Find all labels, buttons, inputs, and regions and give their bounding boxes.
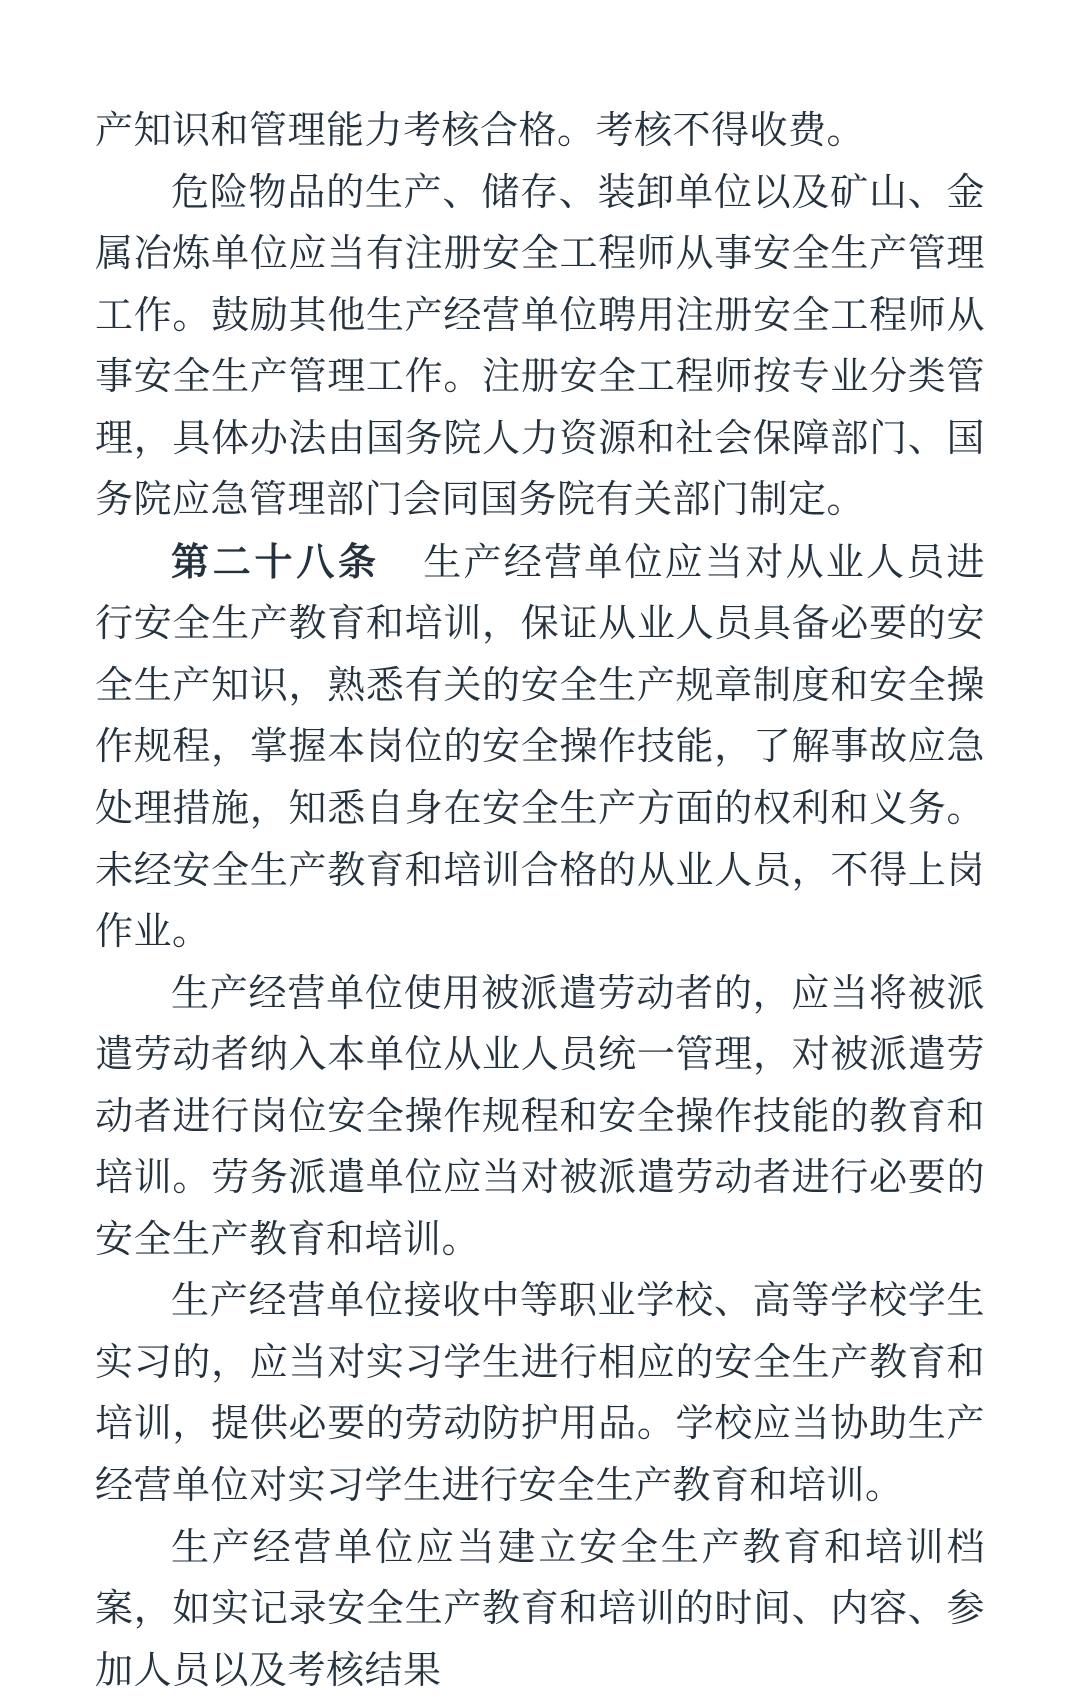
document-body: [95, 100, 985, 1701]
paragraph-text: 生产经营单位使用被派遣劳动者的，应当将被派遣劳动者纳入本单位从业人员统一管理，对被派遣劳动者进行岗位安全操作规程和安全操作技能的教育和培训。劳务派遣单位应当对被派遣劳动者进行必要的安全生产教育和培训。: [95, 970, 985, 1261]
article-number-label: 第二十八条: [171, 538, 380, 584]
paragraph-registered-engineer: [95, 162, 985, 531]
paragraph-text: 危险物品的生产、储存、装卸单位以及矿山、金属冶炼单位应当有注册安全工程师从事安全生产管理工作。鼓励其他生产经营单位聘用注册安全工程师从事安全生产管理工作。注册安全工程师按专业分类管理，具体办法由国务院人力资源和社会保障部门、国务院应急管理部门会同国务院有关部门制定。: [95, 169, 985, 522]
paragraph-text: 产知识和管理能力考核合格。考核不得收费。: [95, 108, 866, 152]
paragraph-dispatched-workers: [95, 963, 985, 1271]
paragraph-text: 生产经营单位应当建立安全生产教育和培训档案，如实记录安全生产教育和培训的时间、内容、参加人员以及考核结果: [95, 1524, 985, 1692]
paragraph-article-28: [95, 531, 985, 963]
paragraph-training-records: [95, 1517, 985, 1701]
paragraph-continuation: [95, 100, 985, 162]
paragraph-text: 生产经营单位接收中等职业学校、高等学校学生实习的，应当对实习学生进行相应的安全生产教育和培训，提供必要的劳动防护用品。学校应当协助生产经营单位对实习学生进行安全生产教育和培训。: [95, 1278, 985, 1508]
paragraph-text: 生产经营单位应当对从业人员进行安全生产教育和培训，保证从业人员具备必要的安全生产知识，熟悉有关的安全生产规章制度和安全操作规程，掌握本岗位的安全操作技能，了解事故应急处理措施，知悉自身在安全生产方面的权利和义务。未经安全生产教育和培训合格的从业人员，不得上岗作业。: [95, 539, 985, 954]
paragraph-students: [95, 1270, 985, 1516]
